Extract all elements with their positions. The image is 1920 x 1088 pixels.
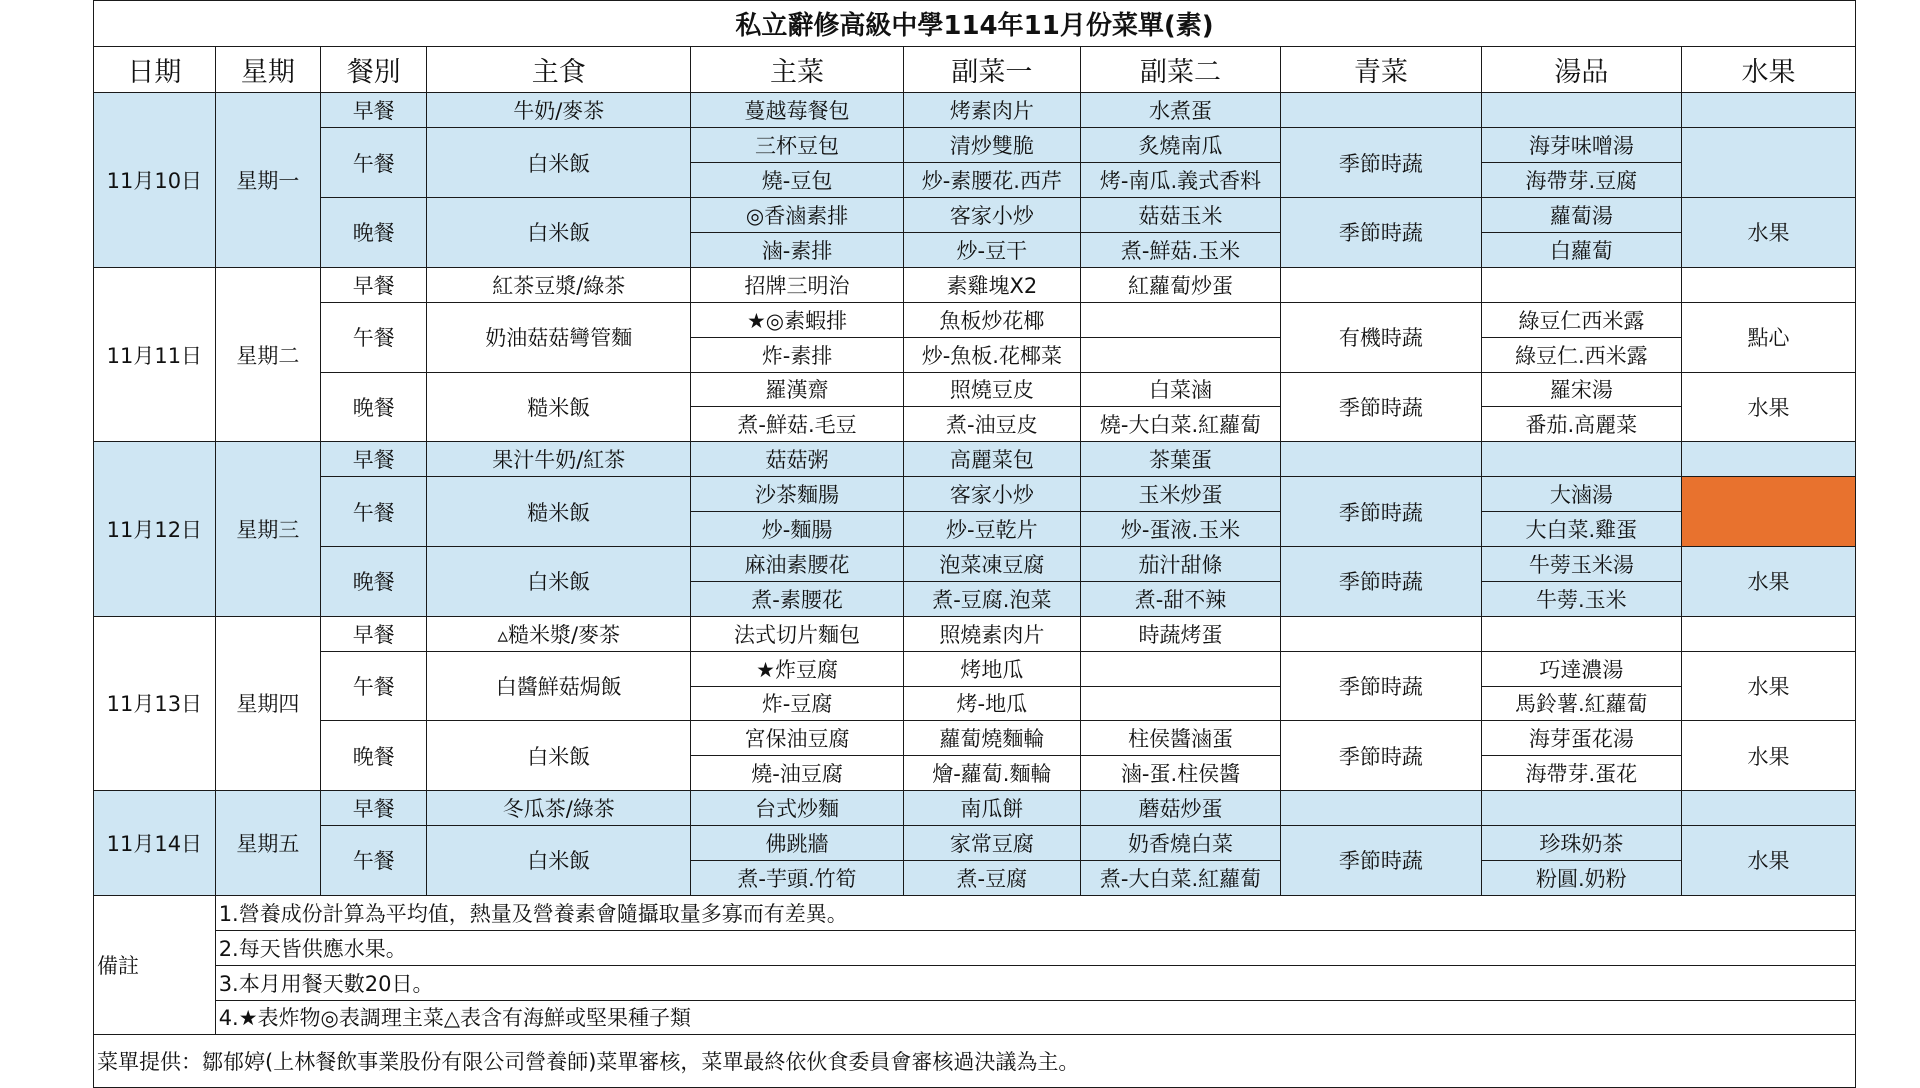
breakfast-soup-cell [1481,616,1681,651]
dinner-main-cell: 煮-鮮菇.毛豆 [691,407,904,442]
breakfast-fruit-cell [1682,267,1856,302]
lunch-soup-cell: 綠豆仁西米露 [1481,302,1681,337]
lunch-label-cell: 午餐 [321,128,427,198]
notes-label: 備註 [94,895,216,1035]
table-row [94,651,1856,686]
breakfast-main-cell: 法式切片麵包 [691,616,904,651]
table-row [94,128,1856,163]
dinner-main-cell: 羅漢齋 [691,372,904,407]
dinner-soup-cell: 海芽蛋花湯 [1481,721,1681,756]
dinner-soup-cell: 番茄.高麗菜 [1481,407,1681,442]
lunch-side1-cell: 炒-素腰花.西芹 [903,163,1080,198]
dinner-label-cell: 晚餐 [321,372,427,442]
lunch-fruit-cell: 水果 [1682,826,1856,896]
dinner-side1-cell: 煮-油豆皮 [903,407,1080,442]
breakfast-main-cell: 台式炒麵 [691,791,904,826]
lunch-side2-cell: 玉米炒蛋 [1080,477,1280,512]
dinner-label-cell: 晚餐 [321,721,427,791]
date-cell: 11月13日 [94,616,216,790]
lunch-soup-cell: 巧達濃湯 [1481,651,1681,686]
dinner-soup-cell: 牛蒡玉米湯 [1481,546,1681,581]
table-row [94,372,1856,407]
dinner-side1-cell: 泡菜凍豆腐 [903,546,1080,581]
note-text: 3.本月用餐天數20日。 [215,965,1855,1000]
provider-text: 菜單提供：鄒郁婷(上林餐飲事業股份有限公司營養師)菜單審核，菜單最終依伙食委員會審核過決議為主。 [94,1035,1856,1088]
breakfast-main-cell: 菇菇粥 [691,442,904,477]
lunch-main-cell: 炒-麵腸 [691,512,904,547]
dinner-soup-cell: 羅宋湯 [1481,372,1681,407]
date-cell: 11月12日 [94,442,216,616]
dinner-main-cell: 滷-素排 [691,232,904,267]
dinner-side2-cell: 煮-鮮菇.玉米 [1080,232,1280,267]
column-header: 湯品 [1481,47,1681,93]
breakfast-side1-cell: 烤素肉片 [903,93,1080,128]
table-row [94,93,1856,128]
note-row [94,895,1856,930]
column-header: 主食 [427,47,691,93]
dinner-staple-cell: 白米飯 [427,546,691,616]
breakfast-label-cell: 早餐 [321,267,427,302]
dinner-side1-cell: 煮-豆腐.泡菜 [903,581,1080,616]
lunch-veg-cell: 季節時蔬 [1281,128,1481,198]
lunch-soup-cell: 粉圓.奶粉 [1481,860,1681,895]
breakfast-side1-cell: 素雞塊X2 [903,267,1080,302]
dinner-staple-cell: 糙米飯 [427,372,691,442]
dinner-side1-cell: 炒-豆干 [903,232,1080,267]
breakfast-staple-cell: 果汁牛奶/紅茶 [427,442,691,477]
dinner-side2-cell: 白菜滷 [1080,372,1280,407]
dinner-label-cell: 晚餐 [321,198,427,268]
lunch-soup-cell: 大滷湯 [1481,477,1681,512]
breakfast-staple-cell: ▵糙米漿/麥茶 [427,616,691,651]
breakfast-fruit-cell [1682,93,1856,128]
dinner-main-cell: 燒-油豆腐 [691,756,904,791]
lunch-veg-cell: 季節時蔬 [1281,477,1481,547]
table-row [94,721,1856,756]
lunch-side2-cell: 炒-蛋液.玉米 [1080,512,1280,547]
lunch-side2-cell [1080,302,1280,337]
lunch-main-cell: 炸-豆腐 [691,686,904,721]
lunch-staple-cell: 糙米飯 [427,477,691,547]
column-header: 水果 [1682,47,1856,93]
breakfast-side2-cell: 水煮蛋 [1080,93,1280,128]
dinner-main-cell: 麻油素腰花 [691,546,904,581]
note-row [94,930,1856,965]
lunch-side2-cell: 炙燒南瓜 [1080,128,1280,163]
breakfast-label-cell: 早餐 [321,93,427,128]
note-row [94,1000,1856,1035]
column-header: 副菜一 [903,47,1080,93]
breakfast-side2-cell: 時蔬烤蛋 [1080,616,1280,651]
breakfast-staple-cell: 牛奶/麥茶 [427,93,691,128]
column-header: 主菜 [691,47,904,93]
weekday-cell: 星期五 [215,791,320,896]
table-row [94,302,1856,337]
dinner-side1-cell: 燴-蘿蔔.麵輪 [903,756,1080,791]
page-title: 私立辭修高級中學114年11月份菜單(素) [94,1,1856,47]
menu-table [93,0,1856,1088]
lunch-side2-cell: 煮-大白菜.紅蘿蔔 [1080,860,1280,895]
lunch-soup-cell: 綠豆仁.西米露 [1481,337,1681,372]
table-row [94,267,1856,302]
dinner-label-cell: 晚餐 [321,546,427,616]
dinner-side2-cell: 燒-大白菜.紅蘿蔔 [1080,407,1280,442]
note-text: 4.★表炸物◎表調理主菜△表含有海鮮或堅果種子類 [215,1000,1855,1035]
lunch-staple-cell: 白米飯 [427,826,691,896]
lunch-side1-cell: 炒-豆乾片 [903,512,1080,547]
dinner-main-cell: 煮-素腰花 [691,581,904,616]
breakfast-fruit-cell [1682,442,1856,477]
title-row [94,1,1856,47]
dinner-side2-cell: 滷-蛋.柱侯醬 [1080,756,1280,791]
lunch-veg-cell: 季節時蔬 [1281,651,1481,721]
breakfast-side2-cell: 茶葉蛋 [1080,442,1280,477]
lunch-main-cell: ★炸豆腐 [691,651,904,686]
dinner-main-cell: ◎香滷素排 [691,198,904,233]
breakfast-soup-cell [1481,791,1681,826]
lunch-side1-cell: 客家小炒 [903,477,1080,512]
lunch-side2-cell [1080,651,1280,686]
breakfast-side2-cell: 紅蘿蔔炒蛋 [1080,267,1280,302]
lunch-side1-cell: 烤-地瓜 [903,686,1080,721]
table-row [94,616,1856,651]
breakfast-side1-cell: 南瓜餅 [903,791,1080,826]
table-row [94,477,1856,512]
lunch-fruit-cell [1682,128,1856,198]
breakfast-side1-cell: 高麗菜包 [903,442,1080,477]
lunch-veg-cell: 季節時蔬 [1281,826,1481,896]
breakfast-veg-cell [1281,442,1481,477]
breakfast-staple-cell: 紅茶豆漿/綠茶 [427,267,691,302]
lunch-side1-cell: 煮-豆腐 [903,860,1080,895]
table-row [94,826,1856,861]
breakfast-side1-cell: 照燒素肉片 [903,616,1080,651]
header-row [94,47,1856,93]
lunch-staple-cell: 白醬鮮菇焗飯 [427,651,691,721]
lunch-soup-cell: 馬鈴薯.紅蘿蔔 [1481,686,1681,721]
lunch-side1-cell: 家常豆腐 [903,826,1080,861]
note-row [94,965,1856,1000]
breakfast-label-cell: 早餐 [321,791,427,826]
lunch-label-cell: 午餐 [321,302,427,372]
column-header: 星期 [215,47,320,93]
lunch-main-cell: 煮-芋頭.竹筍 [691,860,904,895]
dinner-side1-cell: 客家小炒 [903,198,1080,233]
dinner-veg-cell: 季節時蔬 [1281,198,1481,268]
lunch-soup-cell: 海芽味噌湯 [1481,128,1681,163]
weekday-cell: 星期二 [215,267,320,441]
weekday-cell: 星期四 [215,616,320,790]
dinner-soup-cell: 牛蒡.玉米 [1481,581,1681,616]
dinner-side1-cell: 蘿蔔燒麵輪 [903,721,1080,756]
column-header: 餐別 [321,47,427,93]
lunch-main-cell: 三杯豆包 [691,128,904,163]
weekday-cell: 星期一 [215,93,320,267]
dinner-staple-cell: 白米飯 [427,721,691,791]
lunch-side1-cell: 炒-魚板.花椰菜 [903,337,1080,372]
breakfast-veg-cell [1281,267,1481,302]
weekday-cell: 星期三 [215,442,320,616]
dinner-side2-cell: 茄汁甜條 [1080,546,1280,581]
dinner-fruit-cell: 水果 [1682,198,1856,268]
breakfast-main-cell: 招牌三明治 [691,267,904,302]
lunch-side1-cell: 清炒雙脆 [903,128,1080,163]
breakfast-fruit-cell [1682,616,1856,651]
dinner-fruit-cell: 水果 [1682,721,1856,791]
table-row [94,791,1856,826]
dinner-main-cell: 宮保油豆腐 [691,721,904,756]
dinner-side1-cell: 照燒豆皮 [903,372,1080,407]
lunch-side1-cell: 烤地瓜 [903,651,1080,686]
dinner-veg-cell: 季節時蔬 [1281,721,1481,791]
date-cell: 11月14日 [94,791,216,896]
lunch-label-cell: 午餐 [321,477,427,547]
lunch-side2-cell: 烤-南瓜.義式香料 [1080,163,1280,198]
note-text: 2.每天皆供應水果。 [215,930,1855,965]
table-row [94,546,1856,581]
lunch-label-cell: 午餐 [321,826,427,896]
lunch-staple-cell: 白米飯 [427,128,691,198]
breakfast-veg-cell [1281,93,1481,128]
dinner-side2-cell: 煮-甜不辣 [1080,581,1280,616]
lunch-side2-cell [1080,686,1280,721]
column-header: 日期 [94,47,216,93]
breakfast-veg-cell [1281,791,1481,826]
dinner-veg-cell: 季節時蔬 [1281,372,1481,442]
date-cell: 11月10日 [94,93,216,267]
lunch-side2-cell: 奶香燒白菜 [1080,826,1280,861]
lunch-fruit-cell: 點心 [1682,302,1856,372]
lunch-main-cell: 炸-素排 [691,337,904,372]
date-cell: 11月11日 [94,267,216,441]
dinner-fruit-cell: 水果 [1682,546,1856,616]
breakfast-staple-cell: 冬瓜茶/綠茶 [427,791,691,826]
lunch-label-cell: 午餐 [321,651,427,721]
breakfast-side2-cell: 蘑菇炒蛋 [1080,791,1280,826]
lunch-veg-cell: 有機時蔬 [1281,302,1481,372]
lunch-side1-cell: 魚板炒花椰 [903,302,1080,337]
breakfast-soup-cell [1481,267,1681,302]
breakfast-main-cell: 蔓越莓餐包 [691,93,904,128]
lunch-fruit-cell: 水果 [1682,651,1856,721]
table-row [94,198,1856,233]
lunch-fruit-cell [1682,477,1856,547]
breakfast-soup-cell [1481,93,1681,128]
lunch-staple-cell: 奶油菇菇彎管麵 [427,302,691,372]
table-row [94,442,1856,477]
note-text: 1.營養成份計算為平均值，熱量及營養素會隨攝取量多寡而有差異。 [215,895,1855,930]
dinner-side2-cell: 菇菇玉米 [1080,198,1280,233]
lunch-soup-cell: 珍珠奶茶 [1481,826,1681,861]
lunch-soup-cell: 海帶芽.豆腐 [1481,163,1681,198]
dinner-staple-cell: 白米飯 [427,198,691,268]
breakfast-veg-cell [1281,616,1481,651]
dinner-soup-cell: 蘿蔔湯 [1481,198,1681,233]
lunch-main-cell: 燒-豆包 [691,163,904,198]
lunch-soup-cell: 大白菜.雞蛋 [1481,512,1681,547]
breakfast-label-cell: 早餐 [321,616,427,651]
dinner-soup-cell: 白蘿蔔 [1481,232,1681,267]
dinner-veg-cell: 季節時蔬 [1281,546,1481,616]
dinner-fruit-cell: 水果 [1682,372,1856,442]
dinner-soup-cell: 海帶芽.蛋花 [1481,756,1681,791]
lunch-side2-cell [1080,337,1280,372]
lunch-main-cell: 佛跳牆 [691,826,904,861]
lunch-main-cell: 沙茶麵腸 [691,477,904,512]
dinner-side2-cell: 柱侯醬滷蛋 [1080,721,1280,756]
breakfast-soup-cell [1481,442,1681,477]
breakfast-label-cell: 早餐 [321,442,427,477]
column-header: 副菜二 [1080,47,1280,93]
breakfast-fruit-cell [1682,791,1856,826]
lunch-main-cell: ★◎素蝦排 [691,302,904,337]
column-header: 青菜 [1281,47,1481,93]
